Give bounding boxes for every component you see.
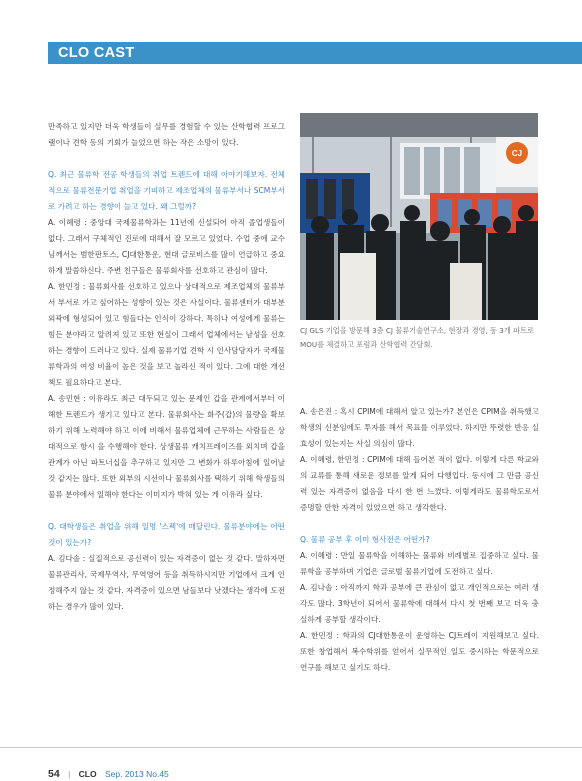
page-footer (48, 768, 169, 780)
question-paragraph: Q. 물류 공부 후 이미 형사전은 어떤가? (300, 535, 430, 544)
answer-paragraph: A. 김다솔 : 실질적으로 공신력이 있는 자격증이 없는 것 같다. 말하자면 물류관리사, 국제무역사, 무역영어 등을 취득하시지만 기업에서 크게 인정해주지 않는 것 같다. 자격증이 있으면 남들보다 낫겠다는 생각에 도전하는 경우가 많이 있다. (48, 554, 285, 611)
answer-paragraph: A. 한민정 : 물류회사를 선호하고 있으나 상대적으로 제조업체의 물류부서 부서로 가고 싶어하는 성향이 있는 것은 사실이다. 물류센터가 대부분 외곽에 형성되어 있고 힘들다는 인식이 강하다. 특히나 여성에게 물류는 힘든 분야라고 알려져 있고 또한 현실이 그래서 업체에서는 남성을 선호하는 경향이 드러나고 있다. 실제 물류기업 견학 시 인사담당자가 국제물류학과의 여성 비율이 높은 것을 보고 놀라신 적이 있다. 그에 대한 개선책도 필요하다고 본다. (48, 282, 285, 387)
magazine-name: CLO (78, 769, 97, 779)
group-photo (300, 113, 538, 320)
sign-text: CJ (511, 149, 523, 158)
photo-caption: CJ GLS 기업을 방문해 3층 CJ 물류기술연구소, 현장과 경영, 동 3개 파트로 MOU를 체결하고 포럼과 산학협력 간담회. (300, 326, 534, 349)
footer-divider (0, 747, 582, 748)
factory-visit-illustration (300, 113, 538, 320)
answer-paragraph: A. 한민정 : 학과의 CJ대한통운이 운영하는 CJ트레이 지원해보고 싶다. 또한 창업해서 복수학위를 얻어서 실무적인 일도 중시하는 학문적으로 연구를 해보고 싶기도 하다. (300, 631, 539, 672)
section-header-bar (48, 42, 582, 64)
left-column (48, 119, 285, 615)
page-number: 54 (48, 768, 60, 780)
answer-paragraph: A. 이혜령, 한민정 : CPIM에 대해 들어본 적이 없다. 이렇게 다른 학교와의 교류를 통해 새로운 정보를 알게 되어 다행입다. 동시에 그 만큼 공신력 있는 자격증이 없음을 다시 한 번 느꼈다. 이렇게라도 물류학도로서 증명할 만한 자격이 있었으면 하고 생각한다. (300, 455, 539, 512)
right-column (300, 404, 539, 676)
answer-paragraph: 만족하고 있지만 더욱 학생들이 실무를 경험할 수 있는 산학협력 프로그램이나 견학 등의 기회가 늘었으면 하는 작은 소망이 있다. (48, 122, 285, 147)
answer-paragraph: A. 이혜령 : 만일 물류학을 이해하는 물류와 비례별로 집중하고 싶다. 물류학을 공부하며 기업은 글로벌 물류기업에 도전하고 싶다. (300, 551, 539, 576)
question-paragraph: Q. 최근 물류학 전공 학생들의 취업 트렌드에 대해 이야기해보자. 전체적으로 물류전문기업 취업을 기피하고 제조업체의 물류부서나 SCM부서로 가려고 하는 경향이 늘고 있다. 왜 그럴까? (48, 170, 285, 211)
question-paragraph: Q. 대학생들은 취업을 위해 일명 '스펙'에 매달린다. 물류분야에는 어떤 것이 있는가? (48, 522, 285, 547)
answer-paragraph: A. 이혜령 : 중앙대 국제물류학과는 11년에 신설되어 아직 졸업생들이 없다. 그래서 구체적인 진로에 대해서 잘 모르고 있었다. 수업 중에 교수님께서는 범한판토스, CJ대한통운, 현대 글로비스를 많이 언급하고 중요하게 말씀하신다. 주변 친구들은 물류회사를 선호하고 관심이 많다. (48, 218, 285, 275)
footer-separator: | (68, 769, 71, 779)
issue-info: Sep. 2013 No.45 (104, 769, 169, 779)
section-title: CLO CAST (58, 45, 135, 61)
answer-paragraph: A. 김나솔 : 아직까지 학과 공부에 큰 관심이 없고 개인적으로는 여러 생각도 많다. 3학년이 되어서 물류학에 대해서 다시 첫 번째 보고 더욱 충실하게 공부할 생각이다. (300, 583, 539, 624)
answer-paragraph: A. 송은진 : 혹시 CPIM에 대해서 알고 있는가? 본인은 CPIM을 취득했고 학생의 신분임에도 투자를 해서 목표를 이루었다. 하지만 뚜렷한 반응 실효성이 있는지는 사실 의심이 많다. (300, 407, 539, 448)
answer-paragraph: A. 송민현 : 이유라도 최근 대두되고 있는 문제인 갑을 관계에서부터 이해한 트렌드가 생기고 있다고 본다. 물류회사는 화주(갑)의 물량을 확보하기 위해 노력해야 하고 이에 비해서 물류업체에 근무하는 사람들은 상대적으로 항시 을 수행해야 한다. 상생물류 캐치프레이즈를 외치며 갑을 관계가 아닌 파트너십을 추구하고 있지만 그 변화가 하루아침에 일어날 것 같지는 않다. 또한 외부의 시선이나 물류회사를 택하기 위해 학생들의 물류 분야에서 일해야 한다는 이미지가 박혀 있는 게 이유라 싶다. (48, 394, 285, 499)
